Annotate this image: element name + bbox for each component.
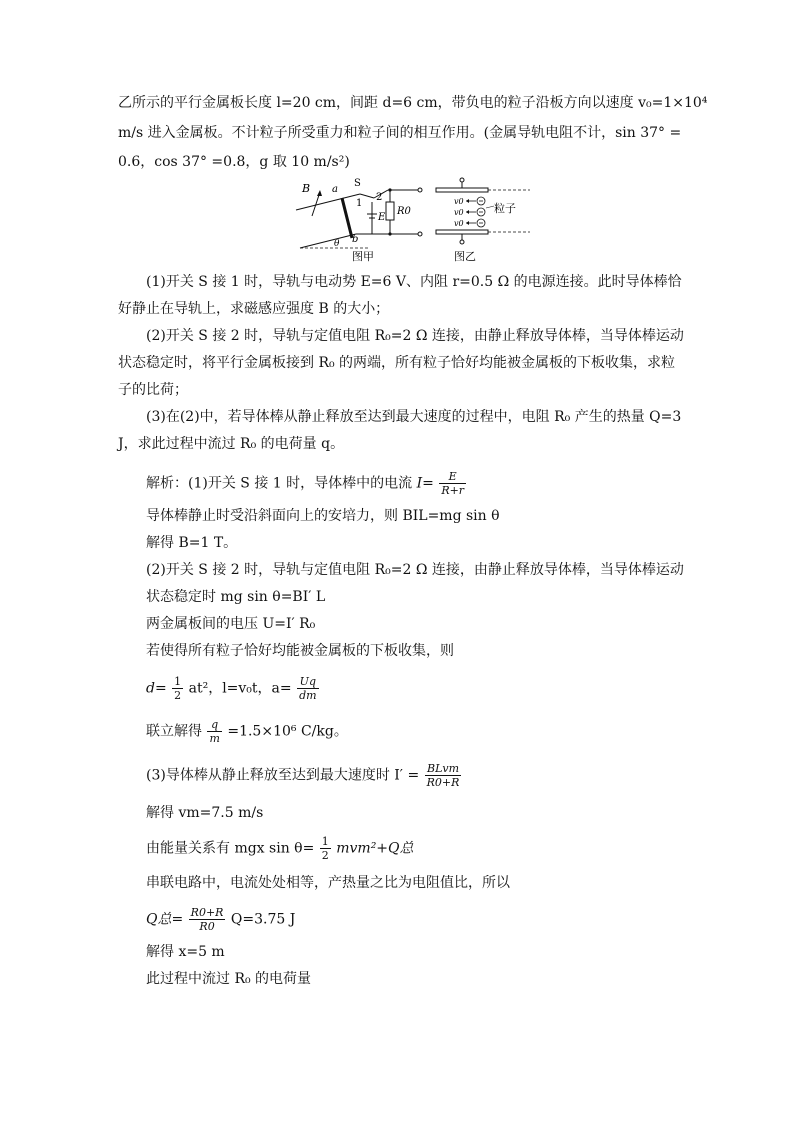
eq-result: =1.5×10⁶ C/kg。	[227, 723, 348, 740]
acceleration-fraction	[297, 675, 318, 702]
label-theta: θ	[334, 239, 340, 249]
solution-line-9	[146, 718, 348, 745]
eq-rest: mvm²+Q总	[336, 840, 414, 857]
solution-line-2: 导体棒静止时受沿斜面向上的安培力，则 BIL=mg sin θ	[146, 508, 500, 524]
figure-a-caption: 图甲	[352, 250, 374, 262]
question-3-line-1: (3)在(2)中，若导体棒从静止释放至达到最大速度的过程中，电阻 R₀ 产生的热量 Q=3	[146, 409, 682, 425]
question-2-line-2: 状态稳定时，将平行金属板接到 R₀ 的两端，所有粒子恰好均能被金属板的下板收集，求粒	[118, 355, 676, 371]
fraction-denominator: R0	[199, 920, 215, 933]
current-fraction	[439, 470, 466, 497]
solution-line-8	[146, 675, 320, 702]
intro-line-1: 乙所示的平行金属板长度 l=20 cm，间距 d=6 cm，带负电的粒子沿板方向以速度 v₀=1×10⁴	[118, 95, 708, 111]
question-2-line-1: (2)开关 S 接 2 时，导轨与定值电阻 R₀=2 Ω 连接，由静止释放导体棒，当导体棒运动	[146, 328, 684, 344]
label-particle: 粒子	[494, 202, 516, 215]
figure-b-plates	[430, 176, 548, 262]
label-1: 1	[356, 198, 363, 209]
eq-rest: at²，l=v₀t，a=	[188, 680, 292, 697]
label-e: E	[378, 212, 386, 223]
fraction-denominator: 2	[174, 689, 182, 702]
solution-line-3: 解得 B=1 T。	[146, 535, 238, 551]
eq-label: Q总=	[146, 911, 184, 928]
eq-label: 由能量关系有 mgx sin θ=	[146, 840, 315, 857]
half-fraction-2	[320, 835, 331, 862]
solution-line-1	[146, 470, 467, 497]
solution-line-7: 若使得所有粒子恰好均能被金属板的下板收集，则	[146, 643, 454, 659]
fraction-denominator: R+r	[441, 484, 465, 497]
figure-b-caption: 图乙	[454, 250, 476, 262]
label-2: 2	[376, 192, 383, 203]
eq-label: (3)导体棒从静止释放至达到最大速度时 I′ =	[146, 767, 420, 784]
intro-line-3: 0.6，cos 37° =0.8，g 取 10 m/s²)	[118, 154, 350, 170]
solution-intro: 解析：(1)开关 S 接 1 时，导体棒中的电流	[146, 475, 413, 492]
heat-ratio-fraction	[189, 906, 226, 933]
solution-line-5: 状态稳定时 mg sin θ=BI′ L	[146, 589, 326, 605]
fraction-numerator: q	[207, 718, 221, 732]
solution-line-14	[146, 906, 295, 933]
fraction-numerator: 1	[321, 835, 329, 848]
fraction-numerator: BLvm	[425, 762, 462, 776]
fraction-numerator: R0+R	[190, 906, 224, 919]
label-switch-s: S	[354, 178, 361, 189]
eq-label: 联立解得	[146, 723, 202, 740]
solution-line-10	[146, 762, 462, 789]
solution-line-12	[146, 835, 414, 862]
solution-line-16: 此过程中流过 R₀ 的电荷量	[146, 971, 312, 987]
fraction-denominator: dm	[299, 689, 317, 702]
current-eq-lhs: I=	[416, 475, 434, 492]
fraction-numerator: 1	[174, 675, 182, 688]
intro-line-2: m/s 进入金属板。不计粒子所受重力和粒子间的相互作用。(金属导轨电阻不计，sin 37° =	[118, 125, 682, 141]
question-2-line-3: 子的比荷；	[118, 382, 188, 398]
solution-line-4: (2)开关 S 接 2 时，导轨与定值电阻 R₀=2 Ω 连接，由静止释放导体棒，当导体棒运动	[146, 562, 684, 578]
label-v0-3: v0	[454, 219, 464, 228]
question-1-line-1: (1)开关 S 接 1 时，导轨与电动势 E=6 V、内阻 r=0.5 Ω 的电源连接。此时导体棒恰	[146, 274, 682, 290]
label-b-field: B	[302, 182, 311, 195]
fraction-denominator: R0+R	[426, 776, 460, 789]
figure-a-circuit	[290, 176, 430, 262]
half-fraction	[172, 675, 183, 702]
fraction-numerator: E	[439, 470, 466, 484]
label-b: b	[352, 234, 359, 245]
question-3-line-2: J，求此过程中流过 R₀ 的电荷量 q。	[118, 436, 345, 452]
eq-d: d=	[146, 680, 167, 697]
solution-line-11: 解得 vm=7.5 m/s	[146, 805, 264, 821]
solution-line-13: 串联电路中，电流处处相等，产热量之比为电阻值比，所以	[146, 875, 510, 891]
solution-line-6: 两金属板间的电压 U=I′ R₀	[146, 616, 316, 632]
label-a: a	[332, 184, 338, 195]
label-r0: R0	[397, 206, 411, 217]
solution-line-15: 解得 x=5 m	[146, 944, 225, 960]
label-v0-1: v0	[454, 197, 464, 206]
charge-mass-fraction	[207, 718, 221, 745]
eq-result: Q=3.75 J	[230, 911, 296, 928]
fraction-denominator: 2	[321, 849, 329, 862]
question-1-line-2: 好静止在导轨上，求磁感应强度 B 的大小；	[118, 301, 390, 317]
max-current-fraction	[425, 762, 462, 789]
label-v0-2: v0	[454, 208, 464, 217]
fraction-numerator: Uq	[297, 675, 318, 689]
fraction-denominator: m	[209, 732, 220, 745]
